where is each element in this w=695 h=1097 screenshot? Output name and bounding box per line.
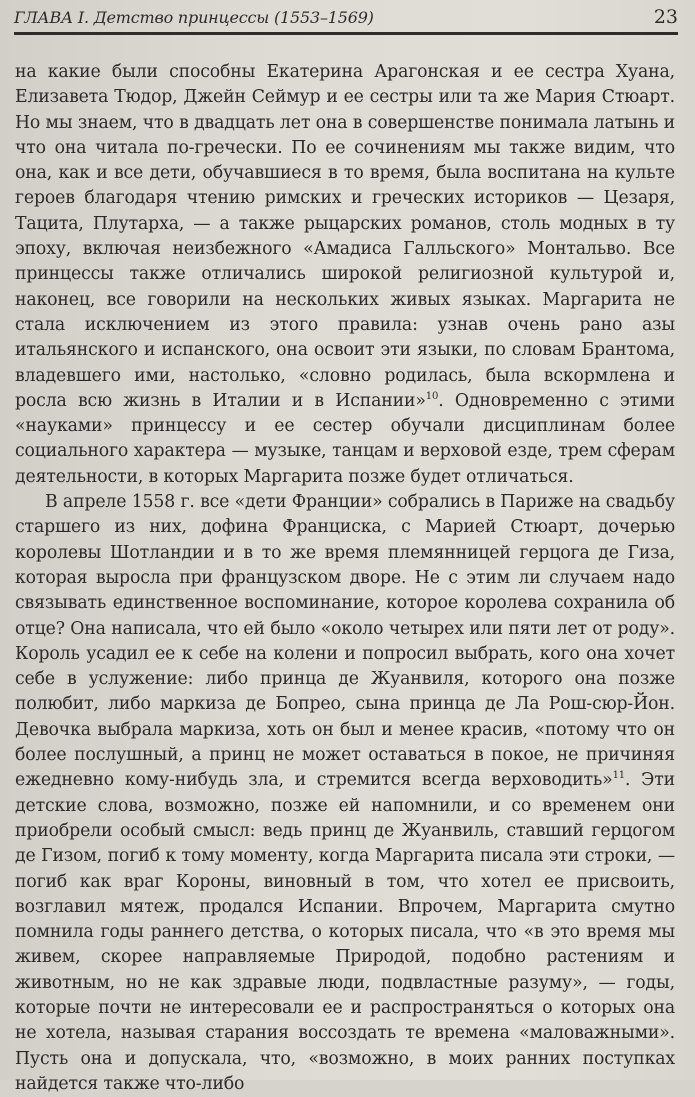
paragraph-2-text: В апреле 1558 г. все «дети Франции» собрались в Париже на свадьбу старшего из них, дофина Франциска, с Марией Стюарт, дочерью королевы Шотландии и в то же время племянницей герцога де Гиза, которая выросла при французском дворе. Не с этим ли случаем надо связывать единственное воспоминание, которое королева сохранила об отце? Она написала, что ей было «около четырех или пяти лет от роду». Король усадил ее к себе на колени и попросил выбрать, кого она хочет себе в услужение: либо принца де Жуанвиля, которого она позже полюбит, либо маркиза де Бопрео, сына принца де Ла Рош-сюр-Йон. Девочка выбрала маркиза, хоть он был и менее красив, «потому что он более послушный, а принц не может оставаться в покое, не причиняя ежедневно кому-нибудь зла, и стремится всегда верховодить» bbox=[15, 492, 675, 791]
header-rule bbox=[14, 32, 678, 35]
paragraph-1-text-continued: . Одновременно с этими «науками» принцессу и ее сестер обучали дисциплинам более социального характера — музыке, танцам и верховой езде, трем сферам деятельности, в которых Маргарита позже будет отличаться. bbox=[15, 390, 675, 487]
running-head bbox=[14, 6, 678, 30]
running-title: ГЛАВА I. Детство принцессы (1553–1569) bbox=[14, 8, 374, 27]
page-number: 23 bbox=[653, 6, 678, 28]
footnote-ref-11: 11 bbox=[612, 770, 626, 782]
paragraph-1 bbox=[15, 60, 675, 490]
paragraph-1-text: на какие были способны Екатерина Арагонская и ее сестра Хуана, Елизавета Тюдор, Джейн Сеймур и ее сестры или та же Мария Стюарт. Но мы знаем, что в двадцать лет она в совершенстве понимала латынь и что она читала по-гречески. По ее сочинениям мы также видим, что она, как и все дети, обучавшиеся в то время, была воспитана на культе героев благодаря чтению римских и греческих историков — Цезаря, Тацита, Плутарха, — а также рыцарских романов, столь модных в ту эпоху, включая неизбежного «Амадиса Галльского» Монтальво. Все принцессы также отличались широкой религиозной культурой и, наконец, все говорили на нескольких живых языках. Маргарита не стала исключением из этого правила: узнав очень рано азы итальянского и испанского, она освоит эти языки, по словам Брантома, владевшего ими, настолько, «словно родилась, была вскормлена и росла всю жизнь в Италии и в Испании» bbox=[15, 62, 675, 411]
paragraph-2 bbox=[15, 490, 675, 1097]
footnote-ref-10: 10 bbox=[425, 391, 439, 403]
paragraph-2-text-continued: . Эти детские слова, возможно, позже ей напомнили, и со временем они приобрели особый смысл: ведь принц де Жуанвиль, ставший герцогом де Гизом, погиб к тому моменту, когда Маргарита писала эти строки, — погиб как враг Короны, виновный в том, что хотел ее присвоить, возглавил мятеж, продался Испании. Впрочем, Маргарита смутно помнила годы раннего детства, о которых писала, что «в это время мы живем, скорее направляемые Природой, подобно растениям и животным, но не как здравые люди, подвластные разуму», — годы, которые почти не интересовали ее и распространяться о которых она не хотела, называя старания воссоздать те времена «маловажными». Пусть она и допускала, что, «возможно, в моих ранних поступках найдется также что-либо bbox=[15, 770, 675, 1094]
body-text bbox=[15, 60, 675, 1097]
